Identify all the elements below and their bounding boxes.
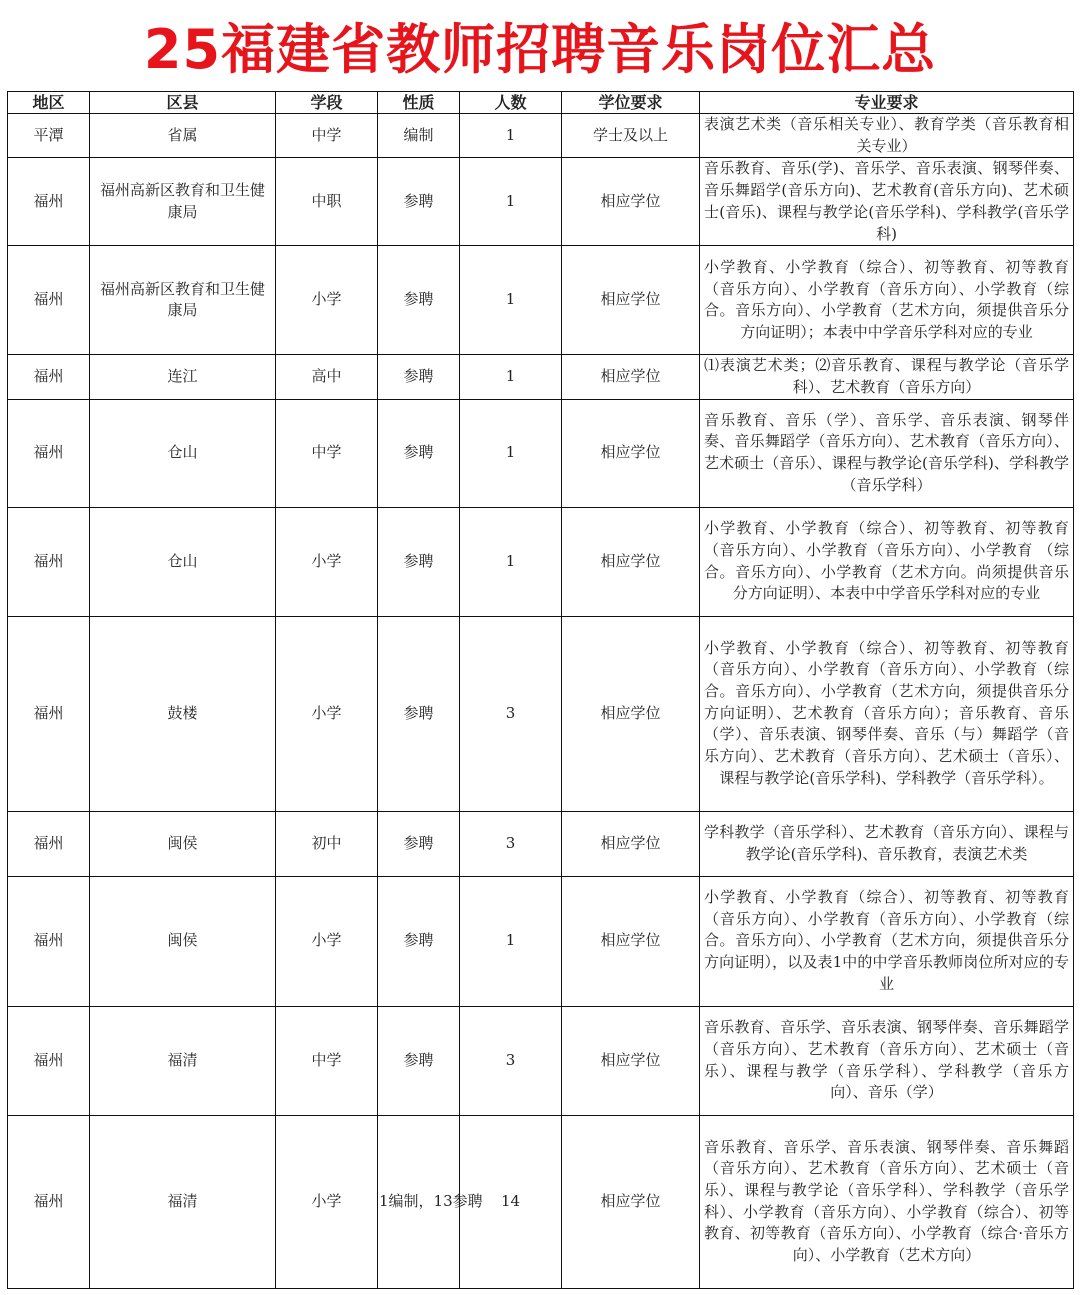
positions-table bbox=[7, 91, 1074, 1289]
cell-school-level: 中职 bbox=[276, 158, 378, 246]
table-row bbox=[8, 1006, 1074, 1115]
cell-nature: 参聘 bbox=[378, 616, 460, 811]
cell-district: 福州高新区教育和卫生健康局 bbox=[90, 246, 276, 355]
cell-nature: 1编制，13参聘 bbox=[378, 1115, 460, 1288]
cell-region: 福州 bbox=[8, 246, 90, 355]
cell-degree: 相应学位 bbox=[562, 355, 700, 399]
table-row bbox=[8, 399, 1074, 507]
cell-nature: 参聘 bbox=[378, 158, 460, 246]
cell-region: 福州 bbox=[8, 507, 90, 616]
cell-nature: 参聘 bbox=[378, 246, 460, 355]
cell-region: 福州 bbox=[8, 811, 90, 876]
cell-count: 1 bbox=[460, 876, 562, 1006]
cell-region: 福州 bbox=[8, 1006, 90, 1115]
cell-nature: 编制 bbox=[378, 114, 460, 158]
cell-degree: 相应学位 bbox=[562, 507, 700, 616]
cell-degree: 相应学位 bbox=[562, 811, 700, 876]
cell-district: 福清 bbox=[90, 1006, 276, 1115]
table-row bbox=[8, 114, 1074, 158]
cell-count: 3 bbox=[460, 616, 562, 811]
cell-count: 1 bbox=[460, 114, 562, 158]
cell-major: 小学教育、小学教育（综合）、初等教育、初等教育（音乐方向）、小学教育（音乐方向）、小学教育（综合。音乐方向）、小学教育（艺术方向，须提供音乐分方向证明），以及表1中的中学音乐教师岗位所对应的专业 bbox=[700, 876, 1074, 1006]
cell-major: ⑴表演艺术类；⑵音乐教育、课程与教学论（音乐学科）、艺术教育（音乐方向） bbox=[700, 355, 1074, 399]
cell-district: 福州高新区教育和卫生健康局 bbox=[90, 158, 276, 246]
cell-count: 1 bbox=[460, 355, 562, 399]
cell-district: 省属 bbox=[90, 114, 276, 158]
cell-degree: 相应学位 bbox=[562, 1115, 700, 1288]
cell-nature: 参聘 bbox=[378, 399, 460, 507]
cell-district: 连江 bbox=[90, 355, 276, 399]
header-school-level: 学段 bbox=[276, 92, 378, 114]
cell-school-level: 高中 bbox=[276, 355, 378, 399]
cell-major: 音乐教育、音乐学、音乐表演、钢琴伴奏、音乐舞蹈（音乐方向）、艺术教育（音乐方向）、艺术硕士（音乐）、课程与教学论（音乐学科）、学科教学（音乐学科）、小学教育（音乐方向）、小学教育（综合）、初等教育、初等教育（音乐方向）、小学教育（综合·音乐方向）、小学教育（艺术方向） bbox=[700, 1115, 1074, 1288]
cell-school-level: 小学 bbox=[276, 1115, 378, 1288]
cell-degree: 相应学位 bbox=[562, 246, 700, 355]
cell-school-level: 中学 bbox=[276, 399, 378, 507]
header-major: 专业要求 bbox=[700, 92, 1074, 114]
cell-count: 1 bbox=[460, 158, 562, 246]
cell-nature: 参聘 bbox=[378, 355, 460, 399]
cell-major: 小学教育、小学教育（综合）、初等教育、初等教育（音乐方向）、小学教育（音乐方向）、小学教育（综合。音乐方向）、小学教育（艺术方向，须提供音乐分方向证明）、艺术教育（音乐方向）；音乐教育、音乐（学）、音乐表演、钢琴伴奏、音乐（与）舞蹈学（音乐方向）、艺术教育（音乐方向）、艺术硕士（音乐）、课程与教学论(音乐学科)、学科教学（音乐学科）。 bbox=[700, 616, 1074, 811]
table-row bbox=[8, 811, 1074, 876]
cell-major: 小学教育、小学教育（综合）、初等教育、初等教育（音乐方向）、小学教育（音乐方向）、小学教育 （综合。音乐方向）、小学教育（艺术方向。尚须提供音乐分方向证明）、本表中中学音乐学科对应的专业 bbox=[700, 507, 1074, 616]
cell-nature: 参聘 bbox=[378, 1006, 460, 1115]
table-row bbox=[8, 507, 1074, 616]
cell-school-level: 小学 bbox=[276, 616, 378, 811]
cell-degree: 相应学位 bbox=[562, 399, 700, 507]
cell-region: 平潭 bbox=[8, 114, 90, 158]
cell-degree: 相应学位 bbox=[562, 158, 700, 246]
cell-major: 小学教育、小学教育（综合）、初等教育、初等教育（音乐方向）、小学教育（音乐方向）、小学教育（综合。音乐方向）、小学教育（艺术方向，须提供音乐分方向证明）；本表中中学音乐学科对应的专业 bbox=[700, 246, 1074, 355]
cell-school-level: 小学 bbox=[276, 507, 378, 616]
cell-district: 福清 bbox=[90, 1115, 276, 1288]
cell-degree: 相应学位 bbox=[562, 616, 700, 811]
cell-major: 音乐教育、音乐（学）、音乐学、音乐表演、钢琴伴奏、音乐舞蹈学（音乐方向）、艺术教育（音乐方向）、艺术硕士（音乐）、课程与教学论(音乐学科)、学科教学（音乐学科） bbox=[700, 399, 1074, 507]
cell-region: 福州 bbox=[8, 1115, 90, 1288]
cell-degree: 学士及以上 bbox=[562, 114, 700, 158]
cell-region: 福州 bbox=[8, 876, 90, 1006]
cell-nature: 参聘 bbox=[378, 811, 460, 876]
cell-major: 表演艺术类（音乐相关专业）、教育学类（音乐教育相关专业） bbox=[700, 114, 1074, 158]
header-region: 地区 bbox=[8, 92, 90, 114]
header-count: 人数 bbox=[460, 92, 562, 114]
cell-district: 闽侯 bbox=[90, 811, 276, 876]
cell-district: 鼓楼 bbox=[90, 616, 276, 811]
cell-count: 1 bbox=[460, 246, 562, 355]
cell-nature: 参聘 bbox=[378, 876, 460, 1006]
cell-region: 福州 bbox=[8, 399, 90, 507]
cell-school-level: 中学 bbox=[276, 1006, 378, 1115]
page-title: 25福建省教师招聘音乐岗位汇总 bbox=[143, 17, 937, 81]
cell-major: 音乐教育、音乐学、音乐表演、钢琴伴奏、音乐舞蹈学（音乐方向）、艺术教育（音乐方向）、艺术硕士（音乐）、课程与教学（音乐学科）、学科教学（音乐方向）、音乐（学） bbox=[700, 1006, 1074, 1115]
cell-degree: 相应学位 bbox=[562, 1006, 700, 1115]
header-nature: 性质 bbox=[378, 92, 460, 114]
header-district: 区县 bbox=[90, 92, 276, 114]
cell-region: 福州 bbox=[8, 616, 90, 811]
header-degree: 学位要求 bbox=[562, 92, 700, 114]
cell-school-level: 中学 bbox=[276, 114, 378, 158]
cell-major: 音乐教育、音乐(学)、音乐学、音乐表演、钢琴伴奏、音乐舞蹈学(音乐方向)、艺术教育(音乐方向)、艺术硕士(音乐)、课程与教学论(音乐学科)、学科教学(音乐学科) bbox=[700, 158, 1074, 246]
cell-count: 1 bbox=[460, 399, 562, 507]
cell-major: 学科教学（音乐学科）、艺术教育（音乐方向）、课程与教学论(音乐学科)、音乐教育，表演艺术类 bbox=[700, 811, 1074, 876]
cell-nature: 参聘 bbox=[378, 507, 460, 616]
table-header-row bbox=[8, 92, 1074, 114]
table-row bbox=[8, 355, 1074, 399]
cell-region: 福州 bbox=[8, 158, 90, 246]
cell-school-level: 小学 bbox=[276, 246, 378, 355]
cell-count: 3 bbox=[460, 811, 562, 876]
cell-count: 14 bbox=[460, 1115, 562, 1288]
cell-count: 1 bbox=[460, 507, 562, 616]
cell-district: 闽侯 bbox=[90, 876, 276, 1006]
cell-school-level: 初中 bbox=[276, 811, 378, 876]
table-row bbox=[8, 1115, 1074, 1288]
table-row bbox=[8, 246, 1074, 355]
table-row bbox=[8, 876, 1074, 1006]
cell-count: 3 bbox=[460, 1006, 562, 1115]
cell-school-level: 小学 bbox=[276, 876, 378, 1006]
cell-district: 仓山 bbox=[90, 399, 276, 507]
cell-district: 仓山 bbox=[90, 507, 276, 616]
cell-region: 福州 bbox=[8, 355, 90, 399]
cell-degree: 相应学位 bbox=[562, 876, 700, 1006]
table-row bbox=[8, 158, 1074, 246]
table-row bbox=[8, 616, 1074, 811]
